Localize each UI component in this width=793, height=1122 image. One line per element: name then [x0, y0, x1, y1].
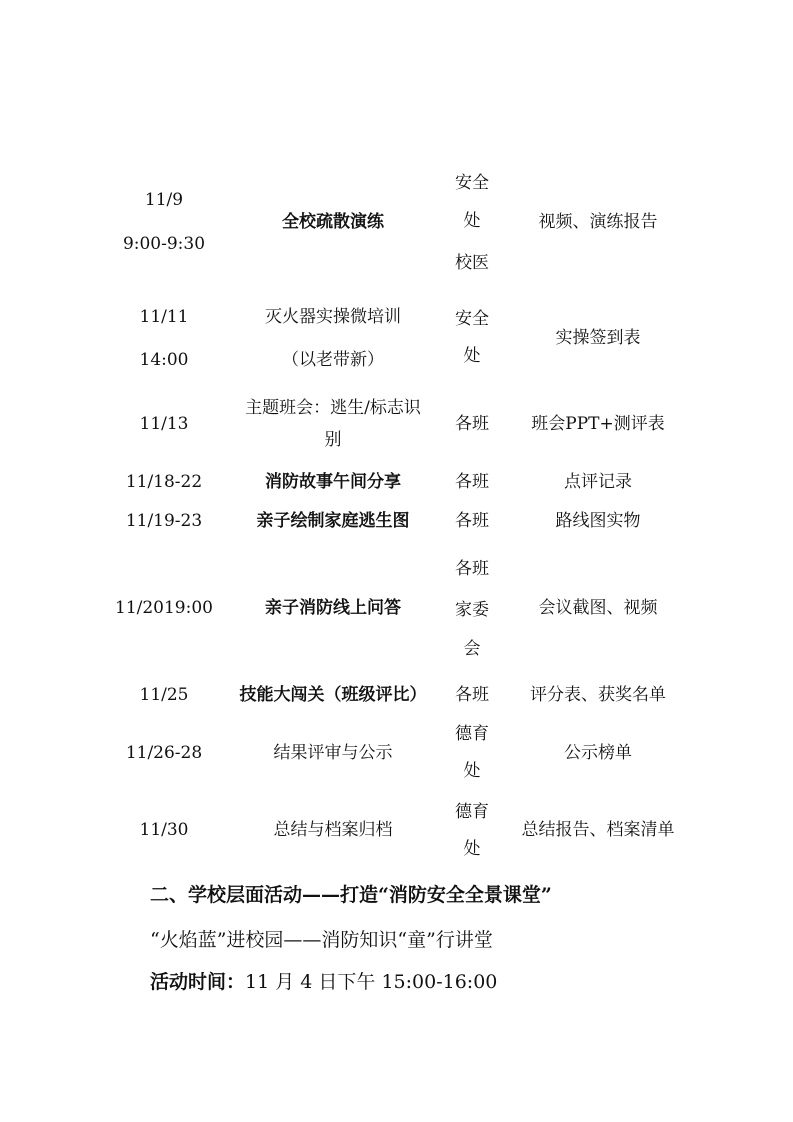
- row-2-activity-line-1: 别: [324, 430, 342, 450]
- row-2-date: 11/13: [139, 414, 189, 434]
- row-0-owner-line-0: 安全: [455, 173, 489, 193]
- row-8-activity: 总结与档案归档: [273, 820, 393, 840]
- activity-time: [150, 968, 497, 996]
- row-3-output: 点评记录: [564, 472, 632, 492]
- row-0-activity: 全校疏散演练: [282, 212, 384, 232]
- row-0-date-line-1: 9:00-9:30: [122, 234, 206, 254]
- row-1-activity-line-1: （以老带新）: [282, 350, 384, 370]
- row-5-owner-line-1: 家委: [455, 600, 489, 620]
- row-2-activity-line-0: 主题班会：逃生/标志识: [245, 398, 421, 418]
- row-6-date: 11/25: [139, 685, 189, 705]
- row-8-owner-line-1: 处: [463, 839, 481, 859]
- row-5-owner-line-0: 各班: [455, 559, 489, 579]
- row-0-date-line-0: 11/9: [144, 190, 184, 210]
- section-subheading: “火焰蓝”进校园——消防知识“童”行讲堂: [150, 929, 493, 951]
- row-7-owner-line-0: 德育: [455, 724, 489, 744]
- row-6-activity: 技能大闯关（班级评比）: [239, 685, 427, 705]
- activity-time-label: 活动时间：: [150, 971, 246, 993]
- row-5-date: 11/2019:00: [115, 598, 213, 618]
- row-4-output: 路线图实物: [555, 511, 641, 531]
- row-5-owner-line-2: 会: [463, 639, 481, 659]
- row-1-output: 实操签到表: [555, 328, 641, 348]
- row-6-owner: 各班: [455, 685, 489, 705]
- row-1-date-line-1: 14:00: [139, 350, 189, 370]
- row-0-output: 视频、演练报告: [538, 212, 658, 232]
- row-5-activity: 亲子消防线上问答: [265, 598, 401, 618]
- row-5-output: 会议截图、视频: [538, 598, 658, 618]
- row-1-owner-line-1: 处: [463, 346, 481, 366]
- activity-time-value: 11 月 4 日下午 15:00-16:00: [245, 971, 498, 993]
- row-7-owner-line-1: 处: [463, 761, 481, 781]
- row-4-date: 11/19-23: [125, 511, 203, 531]
- row-0-owner-line-1: 处: [463, 211, 481, 231]
- row-7-output: 公示榜单: [564, 743, 632, 763]
- row-3-date: 11/18-22: [125, 472, 203, 492]
- row-1-owner-line-0: 安全: [455, 309, 489, 329]
- row-7-date: 11/26-28: [125, 743, 203, 763]
- row-1-date-line-0: 11/11: [139, 307, 189, 327]
- row-2-output: 班会PPT+测评表: [531, 414, 665, 434]
- row-7-activity: 结果评审与公示: [273, 743, 393, 763]
- row-6-output: 评分表、获奖名单: [530, 685, 666, 705]
- row-3-activity: 消防故事午间分享: [265, 472, 401, 492]
- section-heading: 二、学校层面活动——打造“消防安全全景课堂”: [150, 884, 552, 906]
- row-4-owner: 各班: [455, 511, 489, 531]
- row-0-owner-line-2: 校医: [455, 253, 489, 273]
- row-2-owner: 各班: [455, 414, 489, 434]
- row-8-owner-line-0: 德育: [455, 802, 489, 822]
- row-4-activity: 亲子绘制家庭逃生图: [256, 511, 410, 531]
- row-8-output: 总结报告、档案清单: [521, 820, 675, 840]
- row-8-date: 11/30: [139, 820, 189, 840]
- row-3-owner: 各班: [455, 472, 489, 492]
- row-1-activity-line-0: 灭火器实操微培训: [265, 307, 401, 327]
